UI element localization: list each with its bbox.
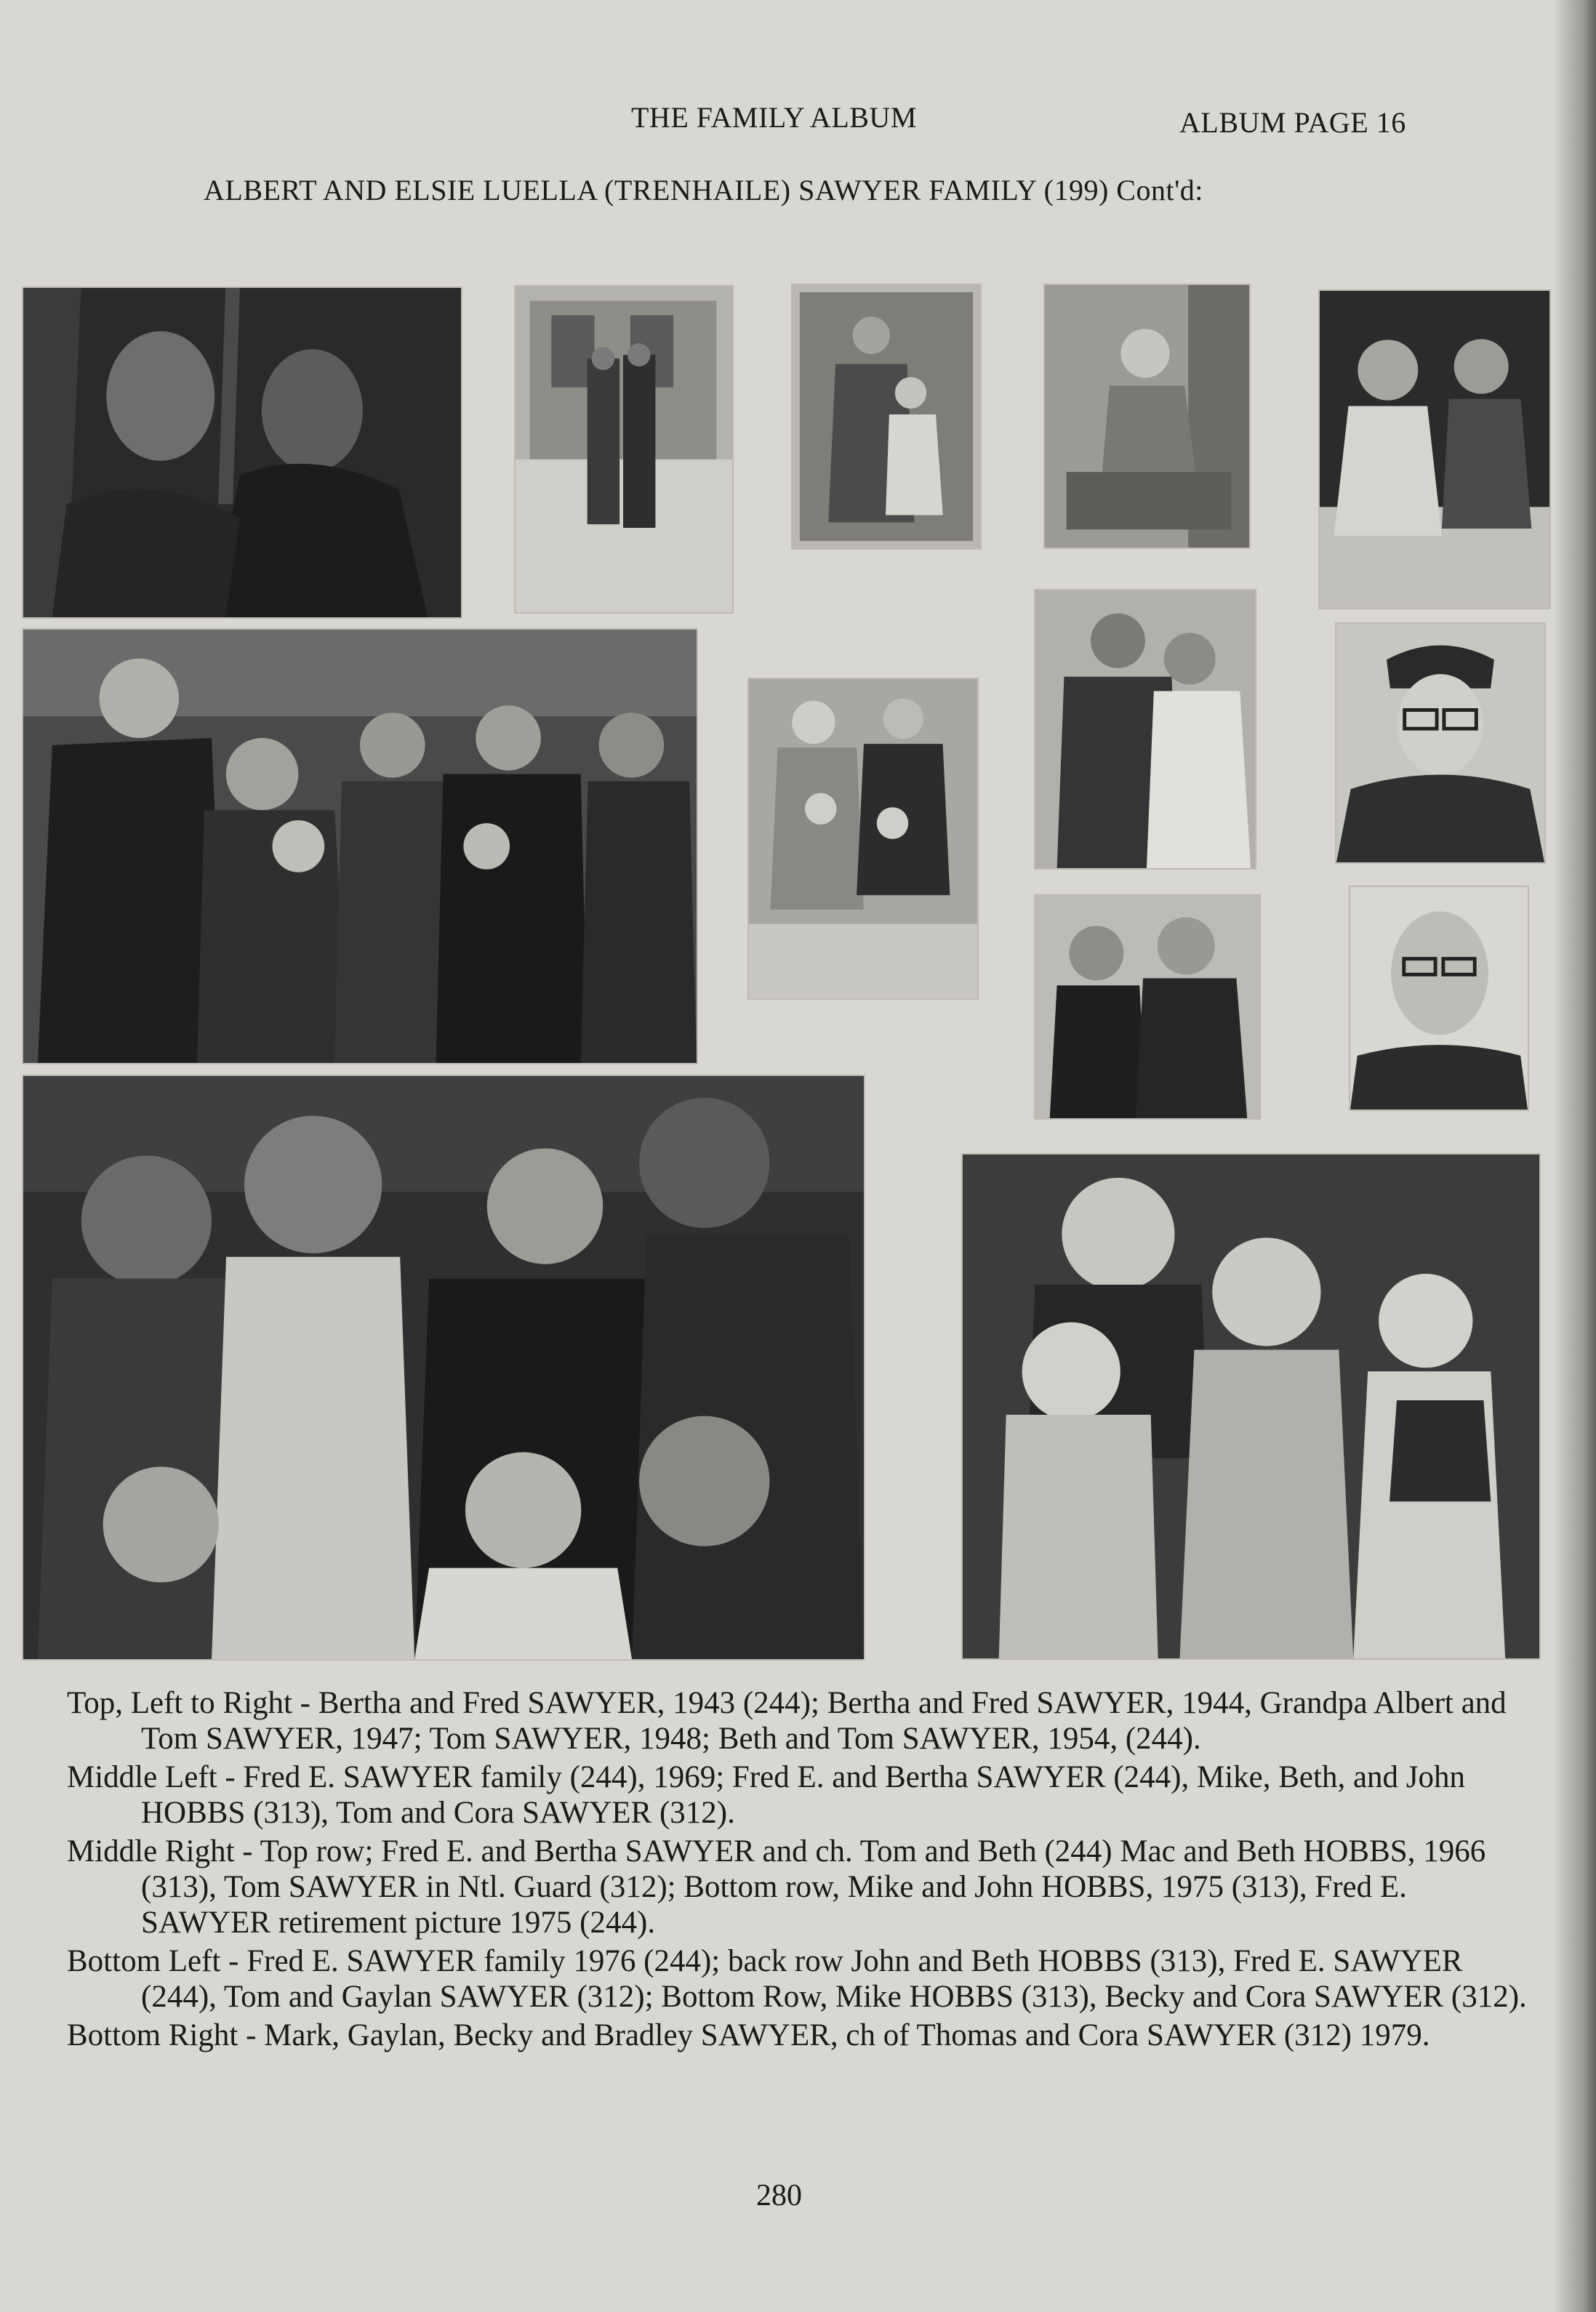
photo-mike-john-hobbs-1975 [1034,894,1261,1120]
caption-middle-left: Middle Left - Fred E. SAWYER family (244), 1969; Fred E. and Bertha SAWYER (244), Mike, Beth, and John HOBBS (313), Tom and Cora SAWYER (312). [67,1760,1466,1830]
photo-fred-e-sawyer-family-1976 [22,1075,865,1661]
photo-bertha-fred-1944 [514,285,734,614]
caption-middle-right: Middle Right - Top row; Fred E. and Bertha SAWYER and ch. Tom and Beth (244) Mac and Beth HOBBS, 1966 (313), Tom SAWYER in Ntl. Guard (312); Bottom row, Mike and John HOBBS, 1975 (313), Fred E. SAWYER retirement picture 1975 (244). [67,1834,1486,1940]
caption-block [67,1685,1536,2056]
album-title: THE FAMILY ALBUM [631,101,917,134]
caption-top-left-to-right: Top, Left to Right - Bertha and Fred SAWYER, 1943 (244); Bertha and Fred SAWYER, 1944, Grandpa Albert and Tom SAWYER, 1947; Tom SAWYER, 1948; Beth and Tom SAWYER, 1954, (244). [67,1686,1507,1756]
photo-mark-gaylan-becky-bradley-1979 [961,1153,1541,1660]
photo-bertha-fred-1943 [22,286,462,619]
family-title: ALBERT AND ELSIE LUELLA (TRENHAILE) SAWYER FAMILY (199) Cont'd: [204,174,1203,206]
photo-fred-e-sawyer-family-1969 [22,628,698,1064]
caption-bottom-right: Bottom Right - Mark, Gaylan, Becky and Bradley SAWYER, ch of Thomas and Cora SAWYER (312) 1979. [67,2018,1430,2052]
page-edge-shadow [1552,0,1596,2312]
photo-albert-tom-1947 [791,284,982,550]
caption-bottom-left: Bottom Left - Fred E. SAWYER family 1976 (244); back row John and Beth HOBBS (313), Fred E. SAWYER (244), Tom and Gaylan SAWYER (312); Bottom Row, Mike HOBBS (313), Becky and Cora SAWYER (312). [67,1944,1527,2014]
photo-fred-e-sawyer-retirement-1975 [1349,886,1529,1111]
photo-fred-bertha-hobbs-sawyer [747,678,979,1000]
photo-tom-sawyer-ntl-guard [1335,622,1546,864]
photo-mac-beth-hobbs-1966 [1034,589,1256,870]
album-page-label: ALBUM PAGE 16 [1179,106,1406,139]
photo-beth-tom-1954 [1318,289,1551,609]
photo-tom-1948 [1043,284,1251,549]
page-number: 280 [756,2179,802,2212]
